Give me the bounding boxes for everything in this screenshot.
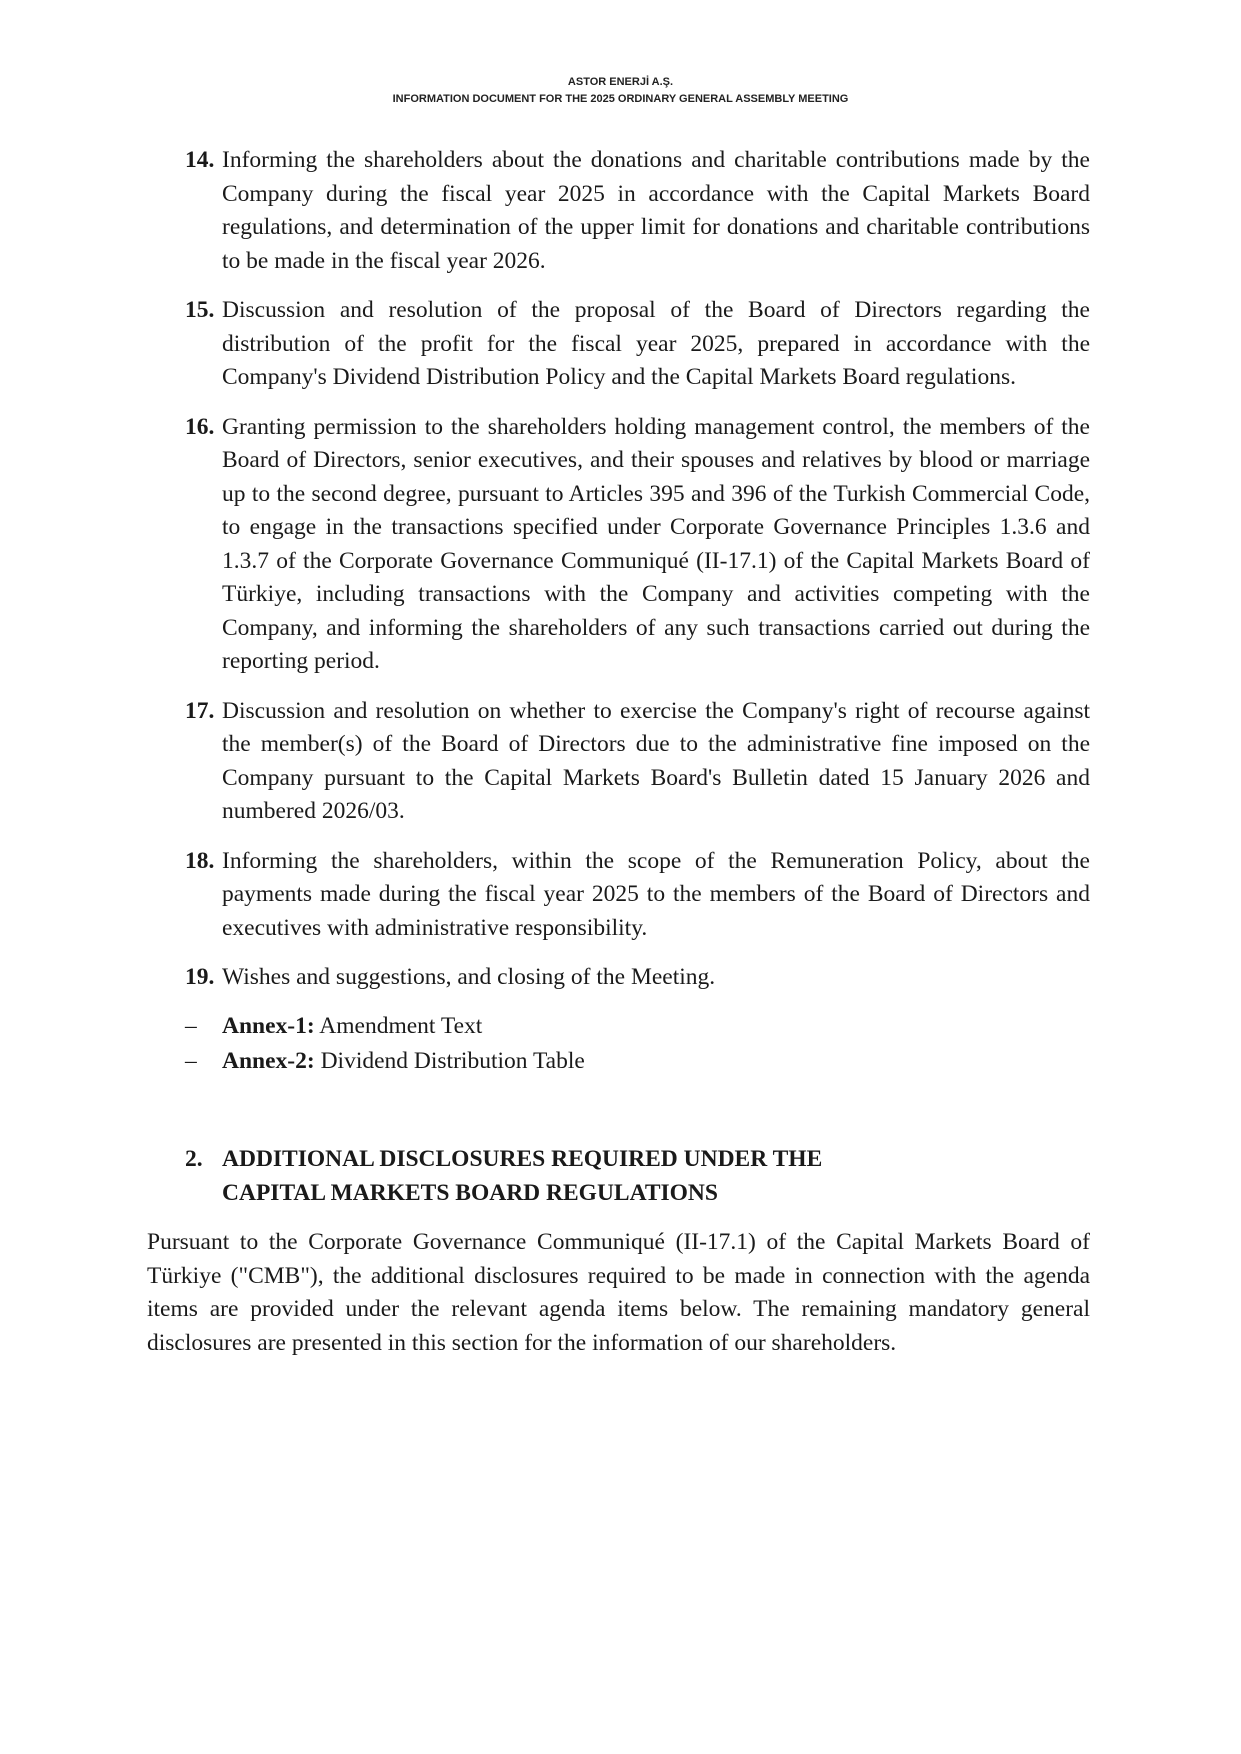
annex-label: Annex-1: xyxy=(222,1013,315,1039)
agenda-item-18 xyxy=(185,845,1090,946)
agenda-item-17 xyxy=(185,695,1090,829)
agenda-item-text: Granting permission to the shareholders holding management control, the members of the Board of Directors, senior executives, and their spouses and relatives by blood or marriage up to the second degree, pursuant to Articles 395 and 396 of the Turkish Commercial Code, to engage in the transactions specified under Corporate Governance Principles 1.3.6 and 1.3.7 of the Corporate Governance Communiqué (II-17.1) of the Capital Markets Board of Türkiye, including transactions with the Company and activities competing with the Company, and informing the shareholders of any such transactions carried out during the reporting period. xyxy=(222,413,1090,674)
agenda-item-text: Discussion and resolution of the proposal of the Board of Directors regarding the distribution of the profit for the fiscal year 2025, prepared in accordance with the Company's Dividend Distribution Policy and the Capital Markets Board regulations. xyxy=(222,297,1090,390)
agenda-item-number: 18. xyxy=(185,847,215,874)
agenda-item-number: 15. xyxy=(185,297,215,323)
header-document-title: INFORMATION DOCUMENT FOR THE 2025 ORDINARY GENERAL ASSEMBLY MEETING xyxy=(392,93,849,105)
section-paragraph: Pursuant to the Corporate Governance Communiqué (II-17.1) of the Capital Markets Board of Türkiye ("CMB"), the additional disclosures required to be made in connection with the agenda items are provided under the relevant agenda items below. The remaining mandatory general disclosures are presented in this section for the information of our shareholders. xyxy=(147,1229,1090,1356)
agenda-item-text: Discussion and resolution on whether to exercise the Company's right of recourse against the member(s) of the Board of Directors due to the administrative fine imposed on the Company pursuant to the Capital Markets Board's Bulletin dated 15 January 2026 and numbered 2026/03. xyxy=(222,697,1090,824)
agenda-item-number: 16. xyxy=(185,413,215,440)
dash-bullet-icon: – xyxy=(185,1013,197,1039)
agenda-item-number: 19. xyxy=(185,964,215,990)
agenda-item-19 xyxy=(185,961,1090,995)
agenda-item-number: 14. xyxy=(185,147,215,173)
header-company-name: ASTOR ENERJİ A.Ş. xyxy=(567,76,674,88)
section-heading xyxy=(185,1143,1090,1210)
agenda-item-number: 17. xyxy=(185,697,215,724)
annex-item-1 xyxy=(185,1010,1090,1045)
annex-text: Dividend Distribution Table xyxy=(314,1047,585,1074)
agenda-item-15 xyxy=(185,294,1090,395)
section-number: 2. xyxy=(185,1146,203,1172)
agenda-item-14 xyxy=(185,144,1090,278)
annex-label: Annex-2: xyxy=(222,1047,315,1074)
agenda-item-16 xyxy=(185,411,1090,679)
page-header xyxy=(0,74,1241,108)
dash-bullet-icon: – xyxy=(185,1047,197,1074)
agenda-list xyxy=(185,144,1090,1011)
section-title: ADDITIONAL DISCLOSURES REQUIRED UNDER THE CAPITAL MARKETS BOARD REGULATIONS xyxy=(222,1146,823,1206)
agenda-item-text: Informing the shareholders, within the scope of the Remuneration Policy, about the payments made during the fiscal year 2025 to the members of the Board of Directors and executives with administrative responsibility. xyxy=(222,847,1090,941)
agenda-item-text: Informing the shareholders about the donations and charitable contributions made by the Company during the fiscal year 2025 in accordance with the Capital Markets Board regulations, and determination of the upper limit for donations and charitable contributions to be made in the fiscal year 2026. xyxy=(222,147,1090,274)
agenda-item-text: Wishes and suggestions, and closing of the Meeting. xyxy=(222,964,716,990)
annex-list xyxy=(185,1010,1090,1079)
annex-text: Amendment Text xyxy=(314,1013,483,1039)
annex-item-2 xyxy=(185,1045,1090,1080)
